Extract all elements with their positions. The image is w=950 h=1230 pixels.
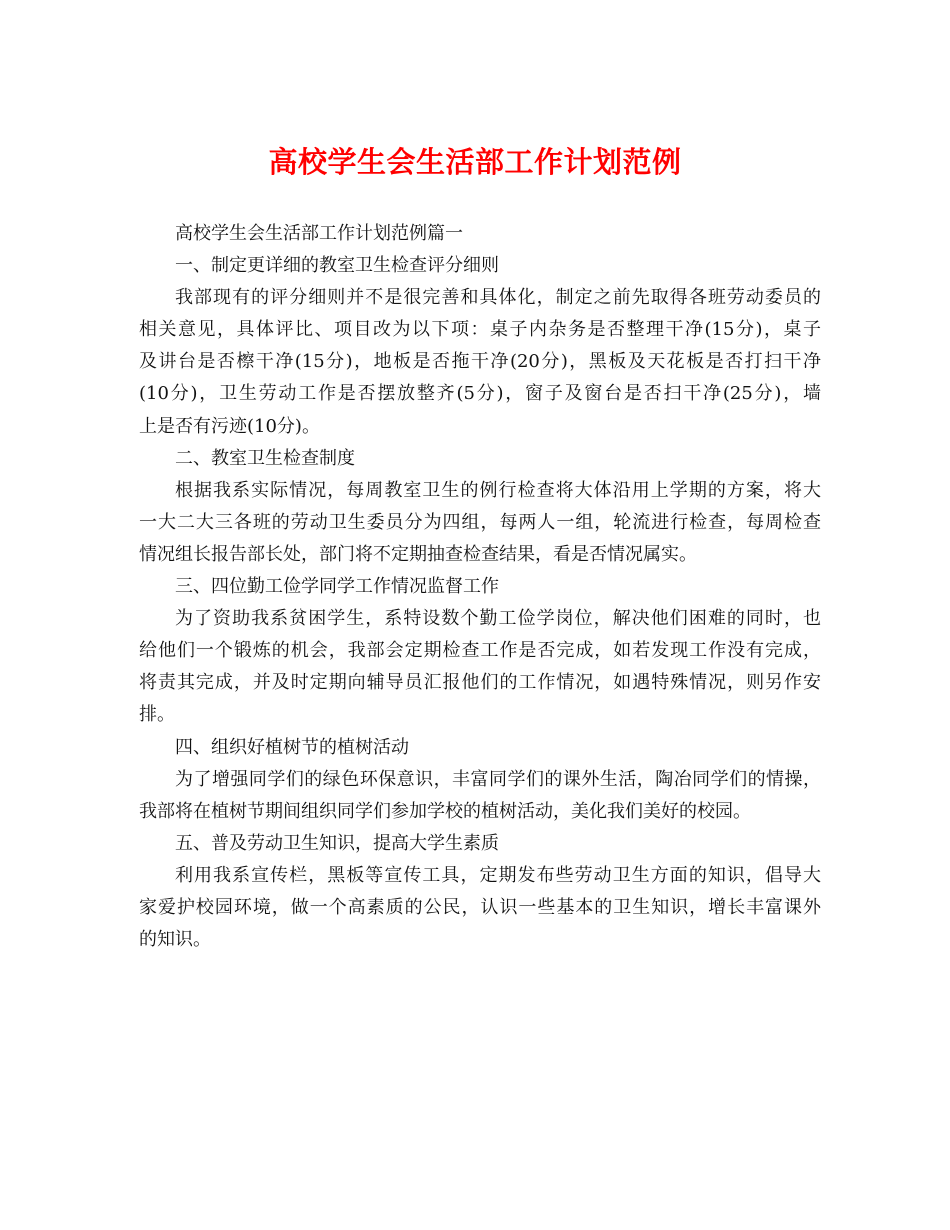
paragraph-line: 的知识。 — [139, 929, 211, 951]
paragraph-line: 及讲台是否檫干净(15分)，地板是否拖干净(20分)，黑板及天花板是否打扫干净 — [139, 351, 821, 373]
paragraph-line: 为了资助我系贫困学生，系特设数个勤工俭学岗位，解决他们困难的同时，也 — [175, 608, 821, 630]
paragraph-line: 根据我系实际情况，每周教室卫生的例行检查将大体沿用上学期的方案，将大 — [175, 479, 821, 501]
document-body — [139, 218, 821, 956]
paragraph-line: 排。 — [139, 704, 175, 726]
paragraph-line: 给他们一个锻炼的机会，我部会定期检查工作是否完成，如若发现工作没有完成， — [139, 640, 821, 662]
subsection-heading: 四、组织好植树节的植树活动 — [175, 736, 409, 758]
document-title: 高校学生会生活部工作计划范例 — [268, 145, 682, 179]
paragraph-line: 为了增强同学们的绿色环保意识，丰富同学们的课外生活，陶冶同学们的情操， — [175, 768, 821, 790]
subsection-heading: 二、教室卫生检查制度 — [175, 447, 355, 469]
paragraph-line: (10分)，卫生劳动工作是否摆放整齐(5分)，窗子及窗台是否扫干净(25分)，墙 — [139, 383, 821, 405]
paragraph-line: 我部现有的评分细则并不是很完善和具体化，制定之前先取得各班劳动委员的 — [175, 287, 821, 309]
paragraph-line: 相关意见，具体评比、项目改为以下项：桌子内杂务是否整理干净(15分)，桌子 — [139, 319, 821, 341]
paragraph-line: 我部将在植树节期间组织同学们参加学校的植树活动，美化我们美好的校园。 — [139, 800, 751, 822]
subsection-heading: 三、四位勤工俭学同学工作情况监督工作 — [175, 576, 499, 598]
paragraph-line: 一大二大三各班的劳动卫生委员分为四组，每两人一组，轮流进行检查，每周检查 — [139, 511, 821, 533]
paragraph-line: 家爱护校园环境，做一个高素质的公民，认识一些基本的卫生知识，增长丰富课外 — [139, 896, 821, 918]
section-heading: 高校学生会生活部工作计划范例篇一 — [175, 223, 463, 244]
paragraph-line: 情况组长报告部长处，部门将不定期抽查检查结果，看是否情况属实。 — [139, 543, 697, 565]
paragraph-line: 利用我系宣传栏，黑板等宣传工具，定期发布些劳动卫生方面的知识，倡导大 — [175, 864, 821, 886]
subsection-heading: 五、普及劳动卫生知识，提高大学生素质 — [175, 832, 499, 854]
subsection-heading: 一、制定更详细的教室卫生检查评分细则 — [175, 255, 499, 277]
paragraph-line: 上是否有污迹(10分)。 — [139, 415, 320, 437]
paragraph-line: 将责其完成，并及时定期向辅导员汇报他们的工作情况，如遇特殊情况，则另作安 — [139, 672, 821, 694]
